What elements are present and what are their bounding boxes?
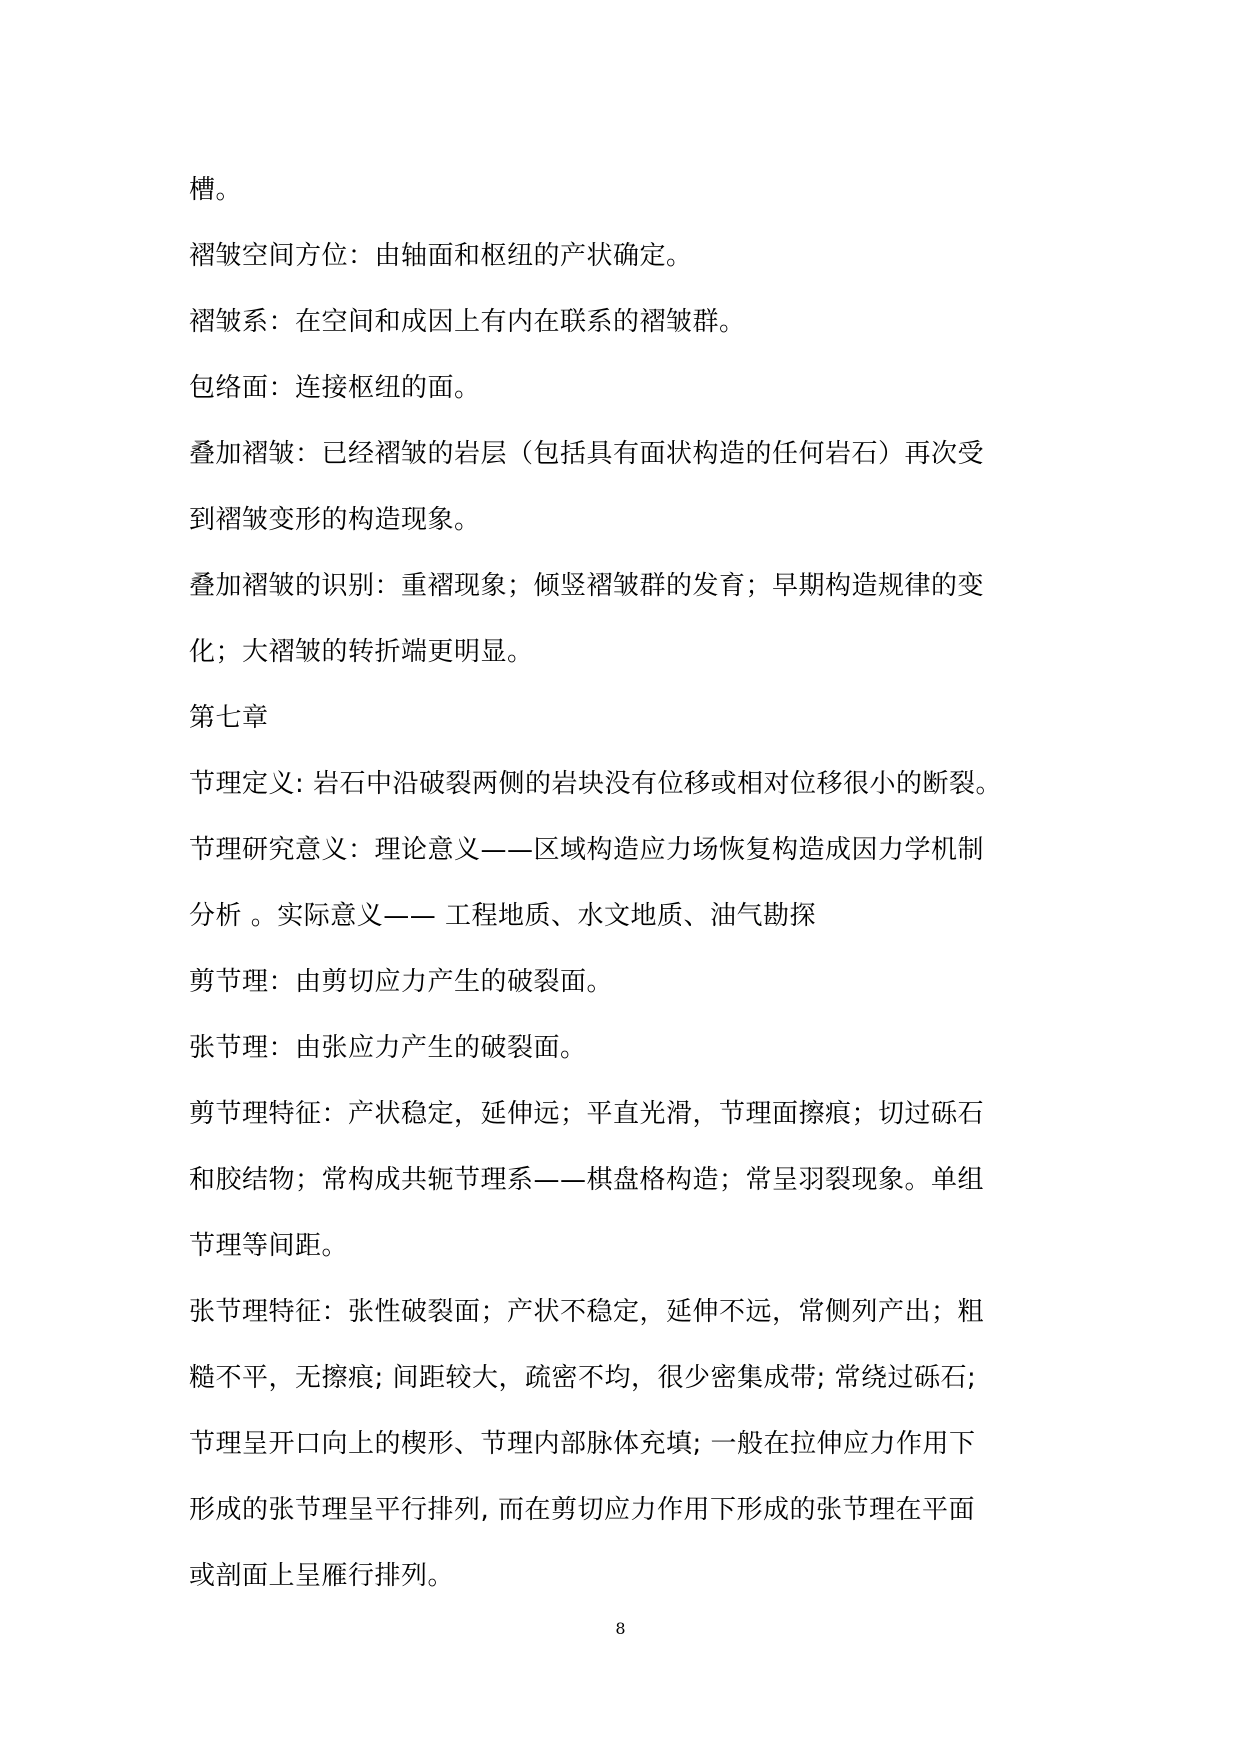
text-line-18: 张节理特征：张性破裂面；产状不稳定，延伸不远，常侧列产出；粗 <box>189 1297 985 1327</box>
text-line-4: 包络面：连接枢纽的面。 <box>189 373 481 403</box>
text-line-3: 褶皱系：在空间和成因上有内在联系的褶皱群。 <box>189 307 746 337</box>
text-line-2: 褶皱空间方位：由轴面和枢纽的产状确定。 <box>189 241 693 271</box>
text-line-17: 节理等间距。 <box>189 1231 349 1261</box>
text-line-13: 剪节理：由剪切应力产生的破裂面。 <box>189 967 614 997</box>
text-line-10: 节理定义: 岩石中沿破裂两侧的岩块没有位移或相对位移很小的断裂。 <box>189 769 1003 799</box>
text-line-1: 槽。 <box>189 175 243 205</box>
page-number: 8 <box>615 1619 626 1638</box>
text-line-5: 叠加褶皱：已经褶皱的岩层（包括具有面状构造的任何岩石）再次受 <box>189 439 985 469</box>
text-line-7: 叠加褶皱的识别：重褶现象；倾竖褶皱群的发育；早期构造规律的变 <box>189 571 985 601</box>
text-line-22: 或剖面上呈雁行排列。 <box>189 1561 455 1591</box>
text-line-15: 剪节理特征：产状稳定，延伸远；平直光滑，节理面擦痕；切过砾石 <box>189 1099 985 1129</box>
text-line-16: 和胶结物；常构成共轭节理系——棋盘格构造；常呈羽裂现象。单组 <box>189 1165 985 1195</box>
text-line-8: 化；大褶皱的转折端更明显。 <box>189 637 534 667</box>
text-line-6: 到褶皱变形的构造现象。 <box>189 505 481 535</box>
text-line-14: 张节理：由张应力产生的破裂面。 <box>189 1033 587 1063</box>
text-line-21: 形成的张节理呈平行排列, 而在剪切应力作用下形成的张节理在平面 <box>189 1495 976 1525</box>
text-line-20: 节理呈开口向上的楔形、节理内部脉体充填; 一般在拉伸应力作用下 <box>189 1429 976 1459</box>
document-body <box>189 157 1069 1609</box>
chapter-heading: 第七章 <box>189 703 269 733</box>
text-line-12: 分析 。实际意义—— 工程地质、水文地质、油气勘探 <box>189 901 817 931</box>
text-line-19: 糙不平，无擦痕; 间距较大，疏密不均，很少密集成带; 常绕过砾石; <box>189 1363 977 1393</box>
text-line-11: 节理研究意义：理论意义——区域构造应力场恢复构造成因力学机制 <box>189 835 985 865</box>
